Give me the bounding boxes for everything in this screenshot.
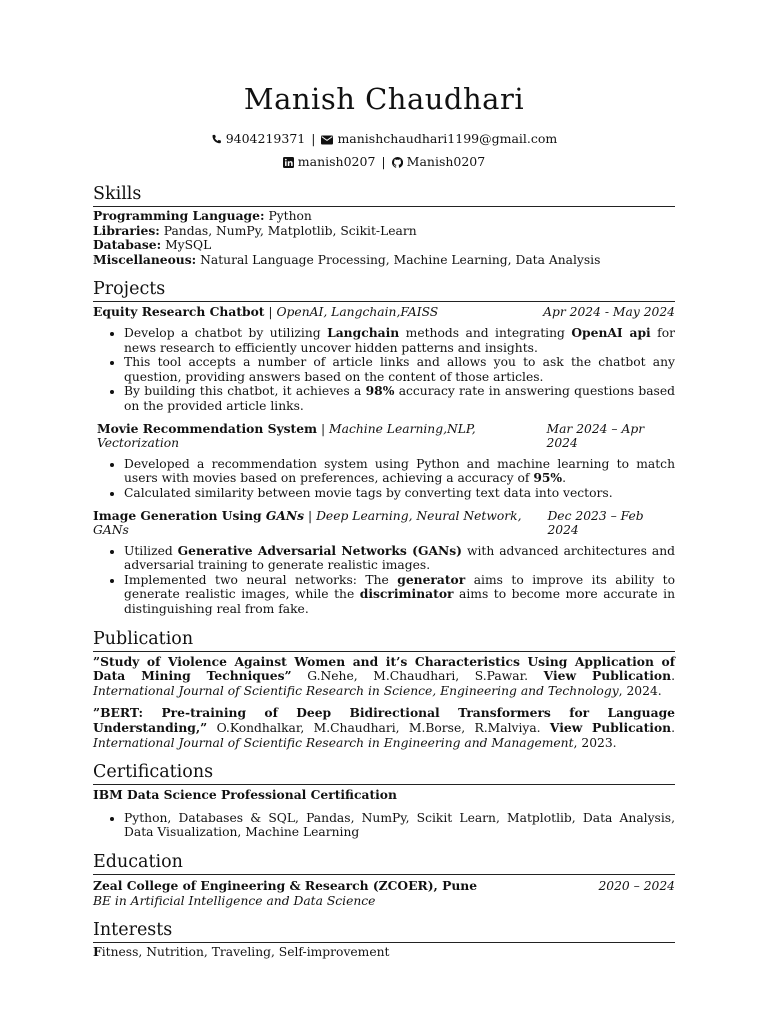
view-publication-link[interactable]: View Publication bbox=[549, 720, 672, 736]
list-item: • This tool accepts a number of article links and allows you to ask the chatbot any question, providing answers based on the content of those articles. bbox=[124, 355, 675, 384]
education-row bbox=[93, 879, 675, 894]
candidate-name: Manish Chaudhari bbox=[243, 82, 525, 116]
project-name: Equity Research Chatbot bbox=[93, 304, 265, 320]
view-publication-link[interactable]: View Publication bbox=[543, 668, 672, 684]
list-item: • Implemented two neural networks: The generator aims to improve its ability to generate realistic images, while the discriminator aims to become more accurate in distinguishing real from fake. bbox=[124, 573, 675, 617]
section-title-projects: Projects bbox=[93, 279, 675, 302]
project-header: Equity Research Chatbot | OpenAI, Langchain,FAISS Apr 2024 - May 2024 bbox=[93, 304, 675, 320]
github-link[interactable]: Manish0207 bbox=[406, 154, 486, 169]
skill-row: Miscellaneous: Natural Language Processing, Machine Learning, Data Analysis bbox=[93, 251, 601, 267]
project-tech: Machine Learning,NLP, Vectorization bbox=[97, 421, 476, 451]
education-dates: 2020 – 2024 bbox=[598, 879, 675, 893]
list-item: • By building this chatbot, it achieves a 98% accuracy rate in answering questions based on the provided article links. bbox=[124, 384, 675, 413]
project-name: Movie Recommendation System bbox=[97, 420, 318, 436]
project-header: Image Generation Using GANs | Deep Learning, Neural Network, GANs Dec 2023 – Feb 2024 bbox=[93, 509, 675, 538]
contact-separator: | bbox=[381, 154, 386, 169]
linkedin-link[interactable]: manish0207 bbox=[297, 154, 376, 169]
publication-entry: ”BERT: Pre-training of Deep Bidirectional Transformers for Language Understanding,” O.Kondhalkar, M.Chaudhari, M.Borse, R.Malviya. View Publication. International Journal of Scientific Research in Engineering and Management, 2023. bbox=[93, 705, 676, 750]
list-item: • Python, Databases & SQL, Pandas, NumPy, Scikit Learn, Matplotlib, Data Analysis, Data Visualization, Machine Learning bbox=[124, 811, 675, 840]
list-item: • Utilized Generative Adversarial Networks (GANs) with advanced architectures and adversarial training to generate realistic images. bbox=[124, 544, 675, 573]
publication-section bbox=[93, 629, 675, 751]
contact-row-primary bbox=[93, 132, 675, 148]
project-tech: OpenAI, Langchain,FAISS bbox=[276, 305, 439, 320]
project-tech: Deep Learning, Neural Network, GANs bbox=[93, 508, 522, 538]
github-icon bbox=[392, 157, 403, 171]
education-section bbox=[93, 852, 675, 908]
list-item: • Calculated similarity between movie tags by converting text data into vectors. bbox=[124, 486, 675, 501]
project-date: Mar 2024 – Apr 2024 bbox=[546, 421, 645, 451]
degree-name: BE in Artificial Intelligence and Data Science bbox=[93, 893, 376, 908]
email-icon bbox=[321, 134, 333, 148]
contact-separator: | bbox=[311, 131, 316, 146]
phone-icon bbox=[211, 134, 222, 148]
publication-entry: ”Study of Violence Against Women and it’s Characteristics Using Application of Data Mining Techniques” G.Nehe, M.Chaudhari, S.Pawar. View Publication. International Journal of Scientific Research in Science, Engineering and Technology, 2024. bbox=[93, 653, 676, 698]
certification-bullets bbox=[93, 811, 675, 840]
email-link[interactable]: manishchaudhari1199@gmail.com bbox=[337, 131, 558, 146]
project-date: Dec 2023 – Feb 2024 bbox=[547, 508, 644, 538]
section-title-skills: Skills bbox=[93, 184, 675, 207]
skill-row: Libraries: Pandas, NumPy, Matplotlib, Scikit-Learn bbox=[93, 222, 417, 238]
phone-number[interactable]: 9404219371 bbox=[225, 131, 306, 146]
project-bullets bbox=[93, 457, 675, 501]
list-item: • Developed a recommendation system using Python and machine learning to match users with movies based on preferences, achieving a accuracy of 95%. bbox=[124, 457, 675, 486]
section-title-certifications: Certifications bbox=[93, 762, 675, 785]
project-header: Movie Recommendation System | Machine Learning,NLP, Vectorization Mar 2024 – Apr 2024 bbox=[93, 422, 675, 451]
skills-section bbox=[93, 184, 675, 267]
list-item: • Develop a chatbot by utilizing Langchain methods and integrating OpenAI api for news research to efficiently uncover hidden patterns and insights. bbox=[124, 326, 675, 355]
project-date: Apr 2024 - May 2024 bbox=[543, 305, 675, 320]
certifications-section bbox=[93, 762, 675, 840]
certification-name: IBM Data Science Professional Certification bbox=[93, 787, 397, 803]
skill-row: Programming Language: Python bbox=[93, 208, 312, 223]
section-title-education: Education bbox=[93, 852, 675, 875]
interests-text: Fitness, Nutrition, Traveling, Self-improvement bbox=[93, 944, 390, 960]
linkedin-icon bbox=[283, 157, 294, 171]
section-title-publication: Publication bbox=[93, 629, 675, 652]
contact-row-secondary bbox=[93, 155, 675, 171]
project-bullets bbox=[93, 544, 675, 617]
project-name: Image Generation Using GANs bbox=[93, 507, 305, 523]
section-title-interests: Interests bbox=[93, 920, 675, 943]
skill-row: Database: MySQL bbox=[93, 237, 212, 253]
project-bullets bbox=[93, 326, 675, 414]
school-name: Zeal College of Engineering & Research (ZCOER), Pune bbox=[93, 878, 478, 893]
interests-section bbox=[93, 920, 675, 960]
projects-section bbox=[93, 279, 675, 616]
